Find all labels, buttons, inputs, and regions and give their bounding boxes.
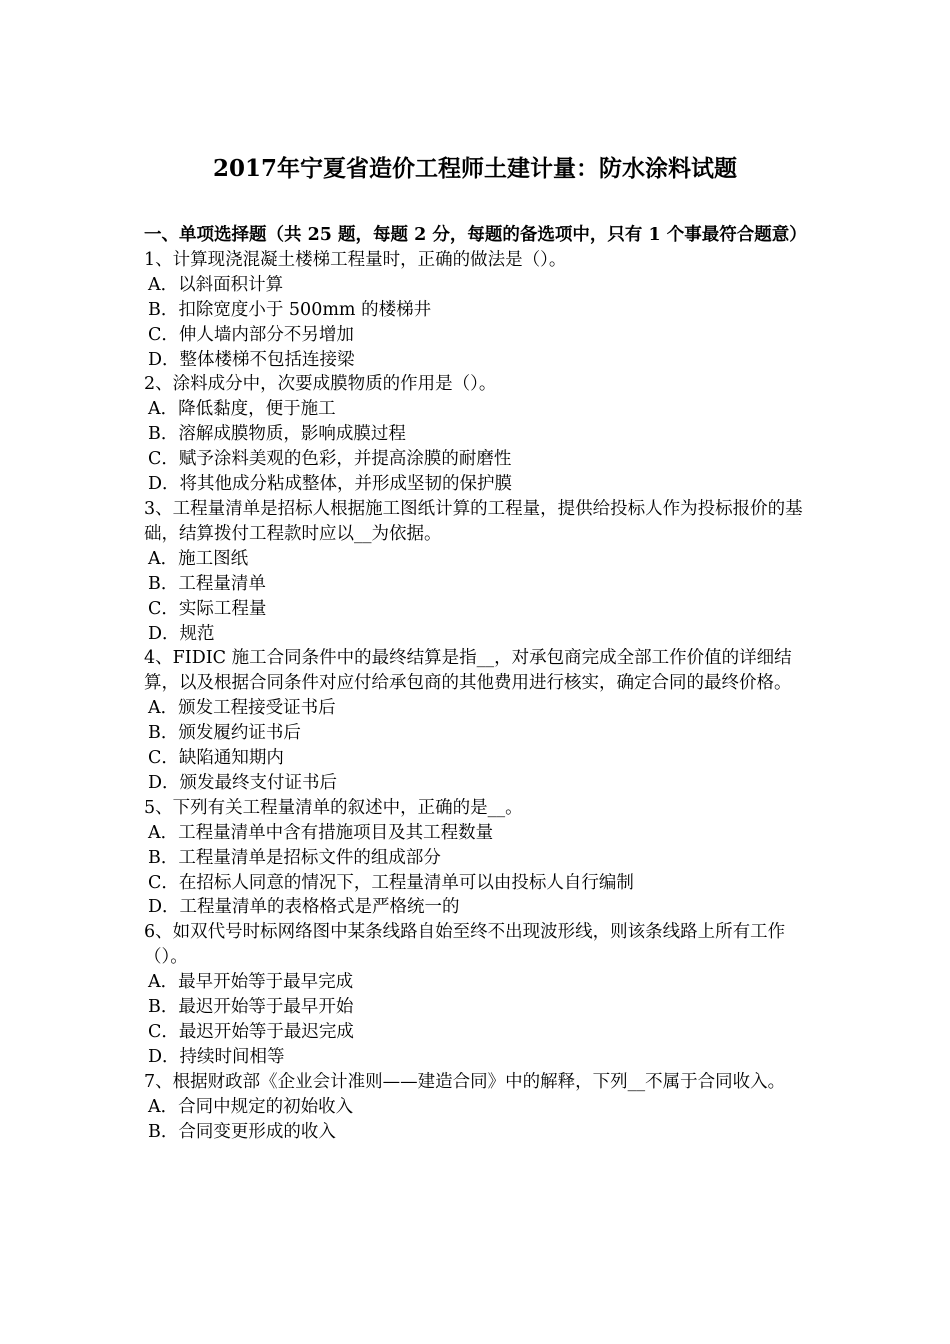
option-d: D．持续时间相等 bbox=[148, 1046, 285, 1067]
option-b: B．合同变更形成的收入 bbox=[148, 1121, 336, 1142]
option-a: A．施工图纸 bbox=[148, 548, 249, 569]
section-heading: 一、单项选择题（共 25 题，每题 2 分，每题的备选项中，只有 1 个事最符合题意） bbox=[144, 225, 807, 245]
option-a: A．合同中规定的初始收入 bbox=[148, 1096, 354, 1117]
option-d: D．规范 bbox=[148, 623, 215, 644]
question-stem: 3、工程量清单是招标人根据施工图纸计算的工程量，提供给投标人作为投标报价的基础，结算拨付工程款时应以__为依据。 bbox=[144, 498, 803, 544]
question-6 bbox=[144, 920, 812, 1069]
question-3 bbox=[144, 497, 812, 646]
question-7 bbox=[144, 1070, 812, 1145]
option-b: B．颁发履约证书后 bbox=[148, 723, 301, 744]
option-a: A．颁发工程接受证书后 bbox=[148, 698, 336, 719]
question-stem: 2、涂料成分中，次要成膜物质的作用是（）。 bbox=[144, 374, 497, 395]
option-d: D．颁发最终支付证书后 bbox=[148, 772, 338, 793]
question-5 bbox=[144, 796, 812, 921]
question-stem: 4、FIDIC 施工合同条件中的最终结算是指__，对承包商完成全部工作价值的详细结算，以及根据合同条件对应付给承包商的其他费用进行核实，确定合同的最终价格。 bbox=[144, 648, 792, 694]
document-body bbox=[144, 223, 812, 1145]
question-stem: 7、根据财政部《企业会计准则——建造合同》中的解释，下列__不属于合同收入。 bbox=[144, 1071, 786, 1092]
option-c: C．赋予涂料美观的色彩，并提高涂膜的耐磨性 bbox=[148, 449, 512, 470]
question-stem: 5、下列有关工程量清单的叙述中，正确的是__。 bbox=[144, 797, 523, 818]
option-a: A．降低黏度，便于施工 bbox=[148, 399, 336, 420]
option-b: B．工程量清单是招标文件的组成部分 bbox=[148, 847, 441, 868]
option-b: B．溶解成膜物质，影响成膜过程 bbox=[148, 424, 406, 445]
option-c: C．实际工程量 bbox=[148, 598, 267, 619]
question-4 bbox=[144, 646, 812, 795]
question-stem: 6、如双代号时标网络图中某条线路自始至终不出现波形线，则该条线路上所有工作（）。 bbox=[144, 922, 786, 968]
option-c: C．在招标人同意的情况下，工程量清单可以由投标人自行编制 bbox=[148, 872, 634, 893]
option-a: A．最早开始等于最早完成 bbox=[148, 972, 354, 993]
option-c: C．最迟开始等于最迟完成 bbox=[148, 1022, 354, 1042]
option-c: C．缺陷通知期内 bbox=[148, 748, 284, 769]
page-title: 2017年宁夏省造价工程师土建计量：防水涂料试题 bbox=[212, 155, 737, 182]
option-d: D．工程量清单的表格格式是严格统一的 bbox=[148, 897, 460, 918]
option-a: A．工程量清单中含有措施项目及其工程数量 bbox=[148, 822, 494, 843]
option-d: D．将其他成分粘成整体，并形成坚韧的保护膜 bbox=[148, 474, 513, 495]
option-b: B．最迟开始等于最早开始 bbox=[148, 997, 354, 1018]
option-d: D．整体楼梯不包括连接梁 bbox=[148, 349, 355, 370]
question-2 bbox=[144, 372, 812, 497]
option-c: C．伸人墙内部分不另增加 bbox=[148, 324, 354, 345]
option-a: A．以斜面积计算 bbox=[148, 274, 284, 295]
question-stem: 1、计算现浇混凝土楼梯工程量时，正确的做法是（）。 bbox=[144, 249, 567, 270]
option-b: B．工程量清单 bbox=[148, 573, 266, 594]
option-b: B．扣除宽度小于 500mm 的楼梯井 bbox=[148, 299, 432, 320]
question-1 bbox=[144, 248, 812, 373]
